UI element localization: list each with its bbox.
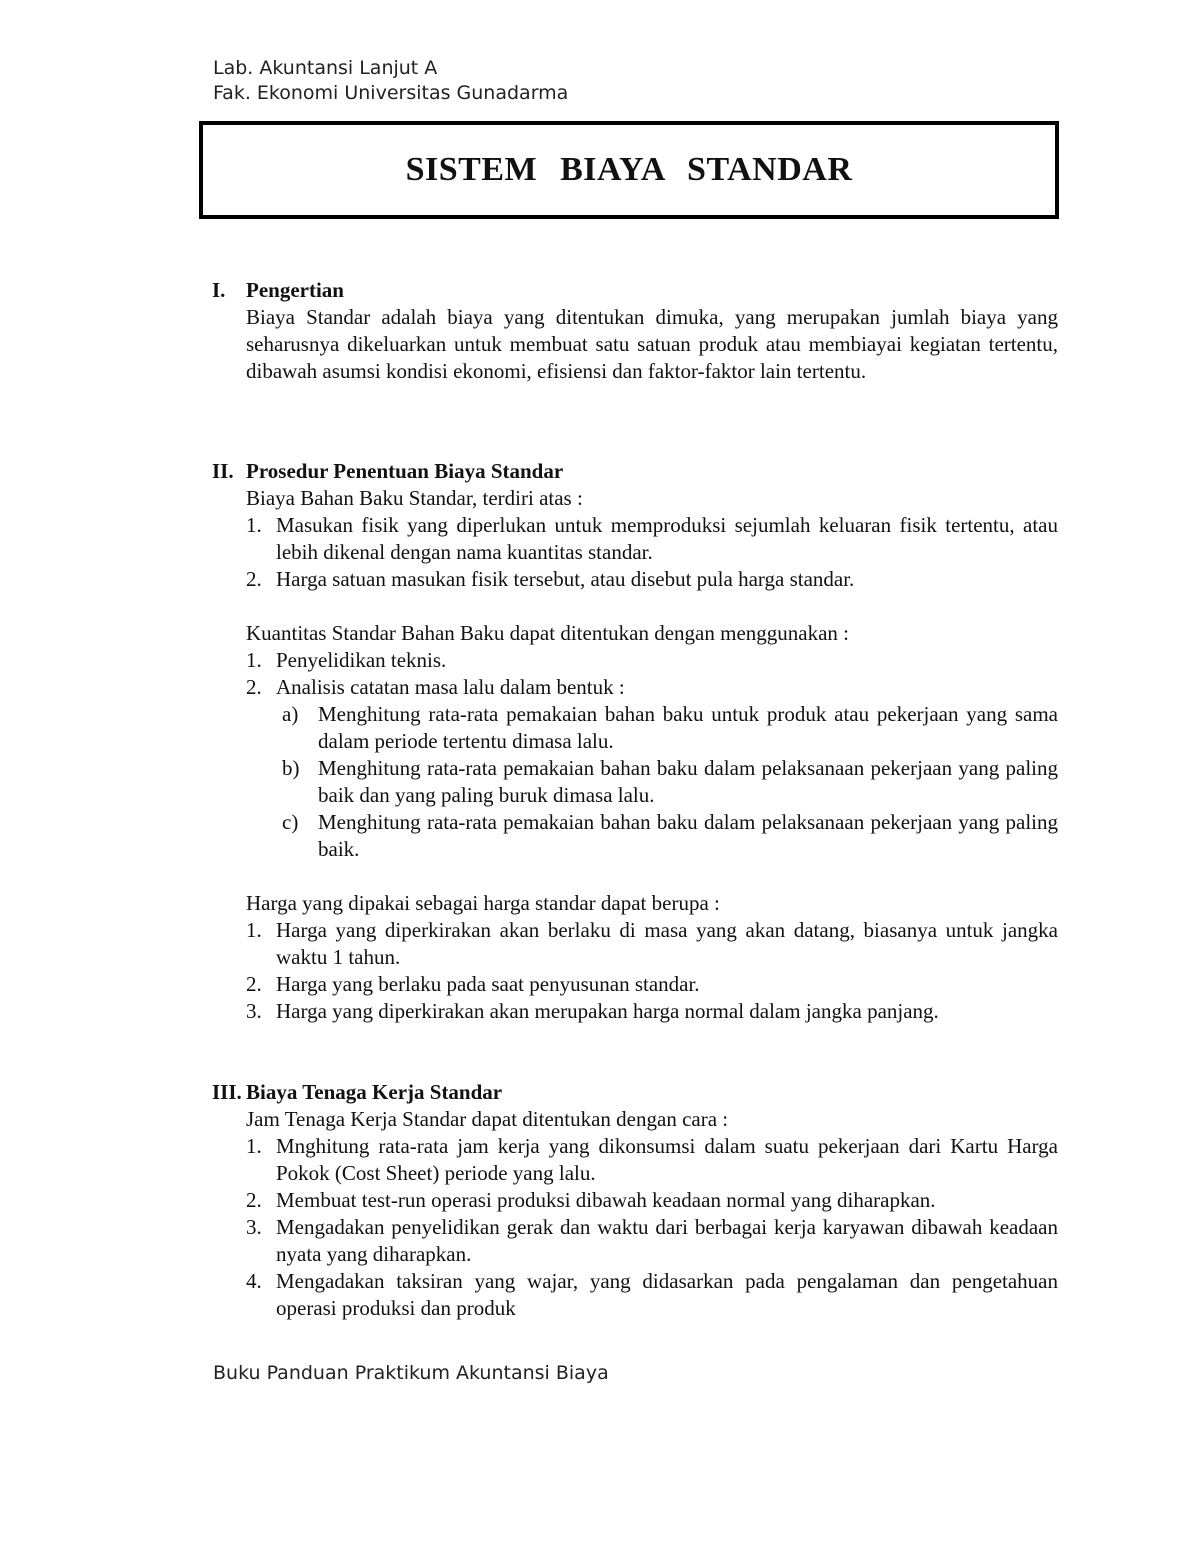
- section-title: Prosedur Penentuan Biaya Standar: [246, 459, 564, 483]
- list-item: c) Menghitung rata-rata pemakaian bahan baku dalam pelaksanaan pekerjaan yang paling baik.: [282, 810, 1058, 861]
- section-2-heading: [212, 458, 1058, 485]
- list-item: 2. Analisis catatan masa lalu dalam bentuk : a) Menghitung rata-rata pemakaian bahan baku untuk produk atau pekerjaan yang sama dalam periode tertentu dimasa lalu. b) Menghitung rata-rata pemakaian bahan baku dalam pelaksanaan pekerjaan yang paling baik dan yang paling buruk dimasa lalu. c) Menghitung rata-rata pemakaian bahan baku dalam pelaksanaan pekerjaan yang paling baik.: [246, 675, 1058, 861]
- list-item: 1. Mnghitung rata-rata jam kerja yang dikonsumsi dalam suatu pekerjaan dari Kartu Harga Pokok (Cost Sheet) periode yang lalu.: [246, 1134, 1058, 1185]
- list-item: 1. Masukan fisik yang diperlukan untuk memproduksi sejumlah keluaran fisik tertentu, atau lebih dikenal dengan nama kuantitas standar.: [246, 513, 1058, 564]
- list-item: 1. Penyelidikan teknis.: [246, 648, 447, 672]
- list-item: 1. Harga yang diperkirakan akan berlaku di masa yang akan datang, biasanya untuk jangka waktu 1 tahun.: [246, 918, 1058, 969]
- analysis-sublist: [276, 701, 1058, 863]
- section-title: Biaya Tenaga Kerja Standar: [246, 1080, 503, 1104]
- section-number: III.: [212, 1080, 242, 1104]
- price-list: [246, 917, 1058, 1025]
- list-item: 4. Mengadakan taksiran yang wajar, yang didasarkan pada pengalaman dan pengetahuan operasi produksi dan produk: [246, 1269, 1058, 1320]
- header-faculty: Fak. Ekonomi Universitas Gunadarma: [213, 82, 569, 104]
- labor-hours-list: [246, 1133, 1058, 1322]
- material-standard-list: [246, 512, 1058, 593]
- list-item: 3. Mengadakan penyelidikan gerak dan waktu dari berbagai kerja karyawan dibawah keadaan nyata yang diharapkan.: [246, 1215, 1058, 1266]
- title-box: [199, 121, 1059, 219]
- section-3-heading: [212, 1079, 1058, 1106]
- list-item: b) Menghitung rata-rata pemakaian bahan baku dalam pelaksanaan pekerjaan yang paling baik dan yang paling buruk dimasa lalu.: [282, 756, 1058, 807]
- list-item: a) Menghitung rata-rata pemakaian bahan baku untuk produk atau pekerjaan yang sama dalam periode tertentu dimasa lalu.: [282, 702, 1058, 753]
- section-title: Pengertian: [246, 278, 344, 302]
- page-header: [213, 56, 568, 106]
- section-3-intro: Jam Tenaga Kerja Standar dapat ditentukan dengan cara :: [246, 1107, 729, 1131]
- section-number: II.: [212, 459, 234, 483]
- page-footer: Buku Panduan Praktikum Akuntansi Biaya: [213, 1362, 609, 1384]
- document-title: SISTEM BIAYA STANDAR: [405, 151, 853, 188]
- quantity-method-list: [246, 647, 1058, 863]
- section-number: I.: [212, 278, 226, 302]
- price-intro: Harga yang dipakai sebagai harga standar dapat berupa :: [246, 891, 720, 915]
- list-item: 2. Harga satuan masukan fisik tersebut, atau disebut pula harga standar.: [246, 567, 855, 591]
- section-1-heading: [212, 277, 1058, 304]
- list-item: 3. Harga yang diperkirakan akan merupakan harga normal dalam jangka panjang.: [246, 999, 939, 1023]
- list-item: 2. Harga yang berlaku pada saat penyusunan standar.: [246, 972, 700, 996]
- header-lab-name: Lab. Akuntansi Lanjut A: [213, 57, 438, 79]
- section-1-paragraph: Biaya Standar adalah biaya yang ditentukan dimuka, yang merupakan jumlah biaya yang seharusnya dikeluarkan untuk membuat satu satuan produk atau membiayai kegiatan tertentu, dibawah asumsi kondisi ekonomi, efisiensi dan faktor-faktor lain tertentu.: [246, 305, 1058, 383]
- list-item: 2. Membuat test-run operasi produksi dibawah keadaan normal yang diharapkan.: [246, 1188, 936, 1212]
- section-2-intro: Biaya Bahan Baku Standar, terdiri atas :: [246, 486, 583, 510]
- document-body: [212, 277, 1058, 1322]
- quantity-intro: Kuantitas Standar Bahan Baku dapat ditentukan dengan menggunakan :: [246, 621, 850, 645]
